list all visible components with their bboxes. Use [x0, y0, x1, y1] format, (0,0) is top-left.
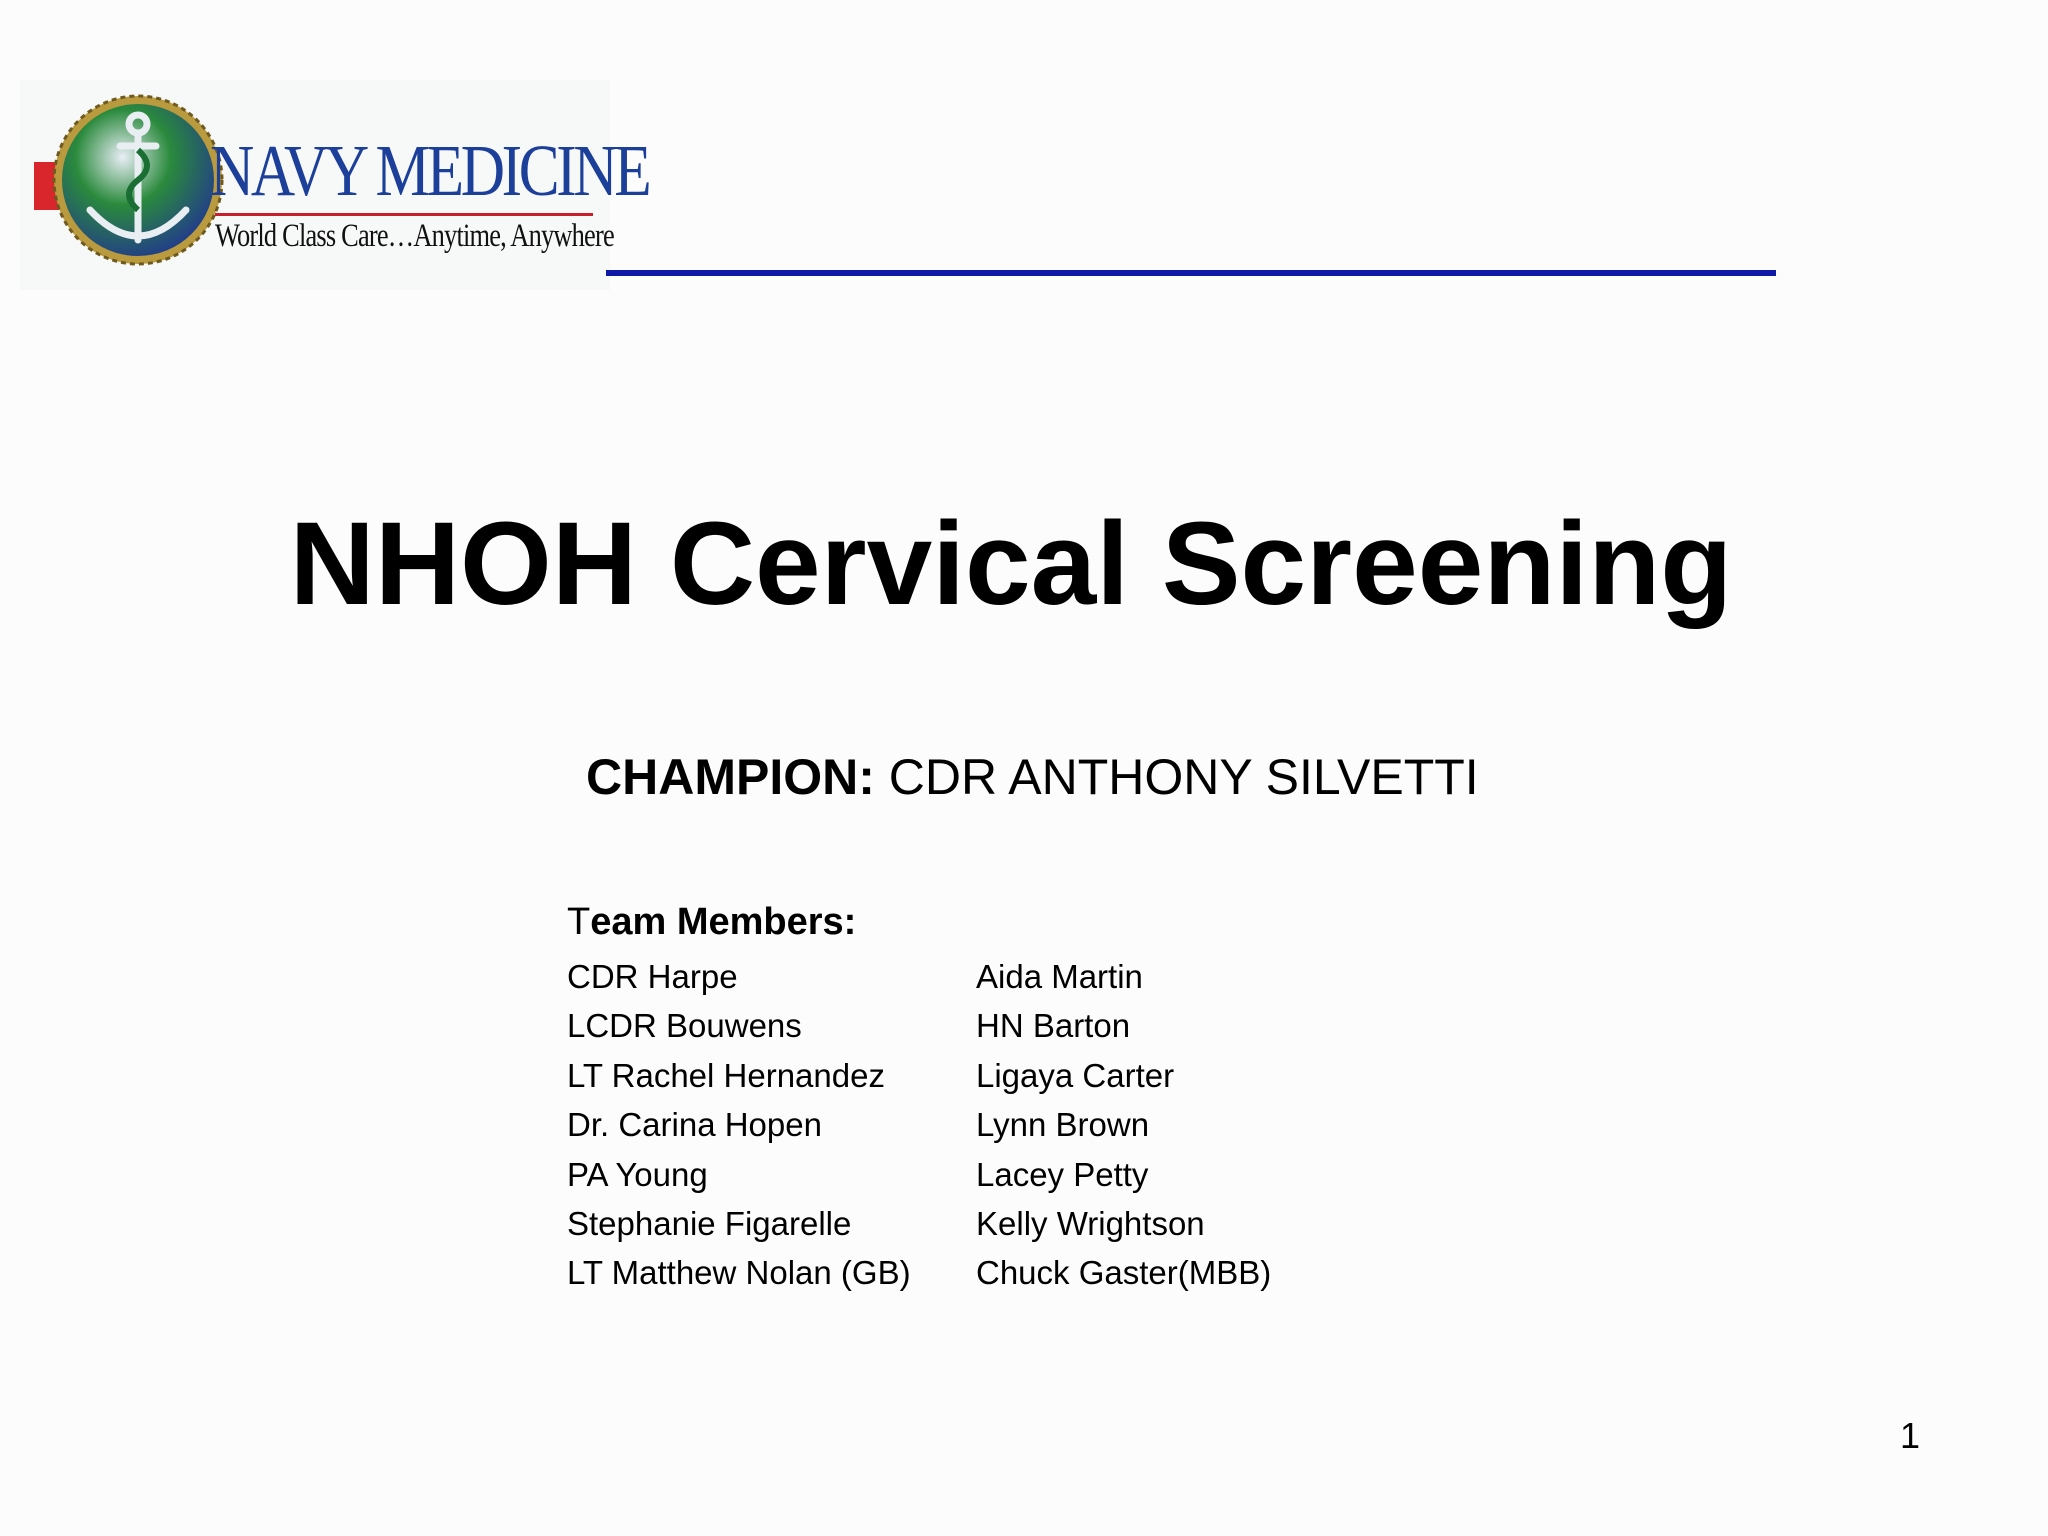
- team-member: Chuck Gaster(MBB): [976, 1254, 1272, 1292]
- team-list-right: [976, 957, 1271, 1303]
- slide-title: NHOH Cervical Screening: [289, 498, 1733, 630]
- page-number: 1: [1900, 1415, 1921, 1456]
- team-heading-text: eam Members:: [590, 901, 857, 943]
- team-member: Kelly Wrightson: [976, 1204, 1205, 1242]
- team-member: LT Rachel Hernandez: [567, 1056, 885, 1094]
- team-members-heading: [567, 903, 856, 941]
- anchor-emblem-icon: [20, 80, 240, 290]
- champion-label: CHAMPION:: [586, 749, 875, 805]
- logo-title: NAVY MEDICINE: [210, 130, 649, 211]
- team-member: Stephanie Figarelle: [567, 1204, 852, 1242]
- team-member: Aida Martin: [976, 958, 1143, 995]
- team-member: Dr. Carina Hopen: [567, 1106, 822, 1144]
- logo-tagline: World Class Care…Anytime, Anywhere: [215, 218, 614, 254]
- team-member: LT Matthew Nolan (GB): [567, 1254, 911, 1292]
- navy-medicine-logo: [20, 80, 649, 290]
- champion-line: [586, 749, 1479, 805]
- team-member: Lacey Petty: [976, 1155, 1149, 1193]
- team-heading-initial: T: [567, 901, 591, 943]
- team-member: LCDR Bouwens: [567, 1007, 802, 1045]
- team-list-left: [567, 957, 911, 1303]
- header-divider: [606, 270, 1776, 276]
- logo-divider: [215, 213, 593, 216]
- team-member: Ligaya Carter: [976, 1056, 1175, 1094]
- team-member: PA Young: [567, 1155, 708, 1193]
- team-member: HN Barton: [976, 1007, 1131, 1045]
- team-member: CDR Harpe: [567, 958, 738, 995]
- team-member: Lynn Brown: [976, 1106, 1150, 1144]
- champion-name: CDR ANTHONY SILVETTI: [888, 749, 1479, 805]
